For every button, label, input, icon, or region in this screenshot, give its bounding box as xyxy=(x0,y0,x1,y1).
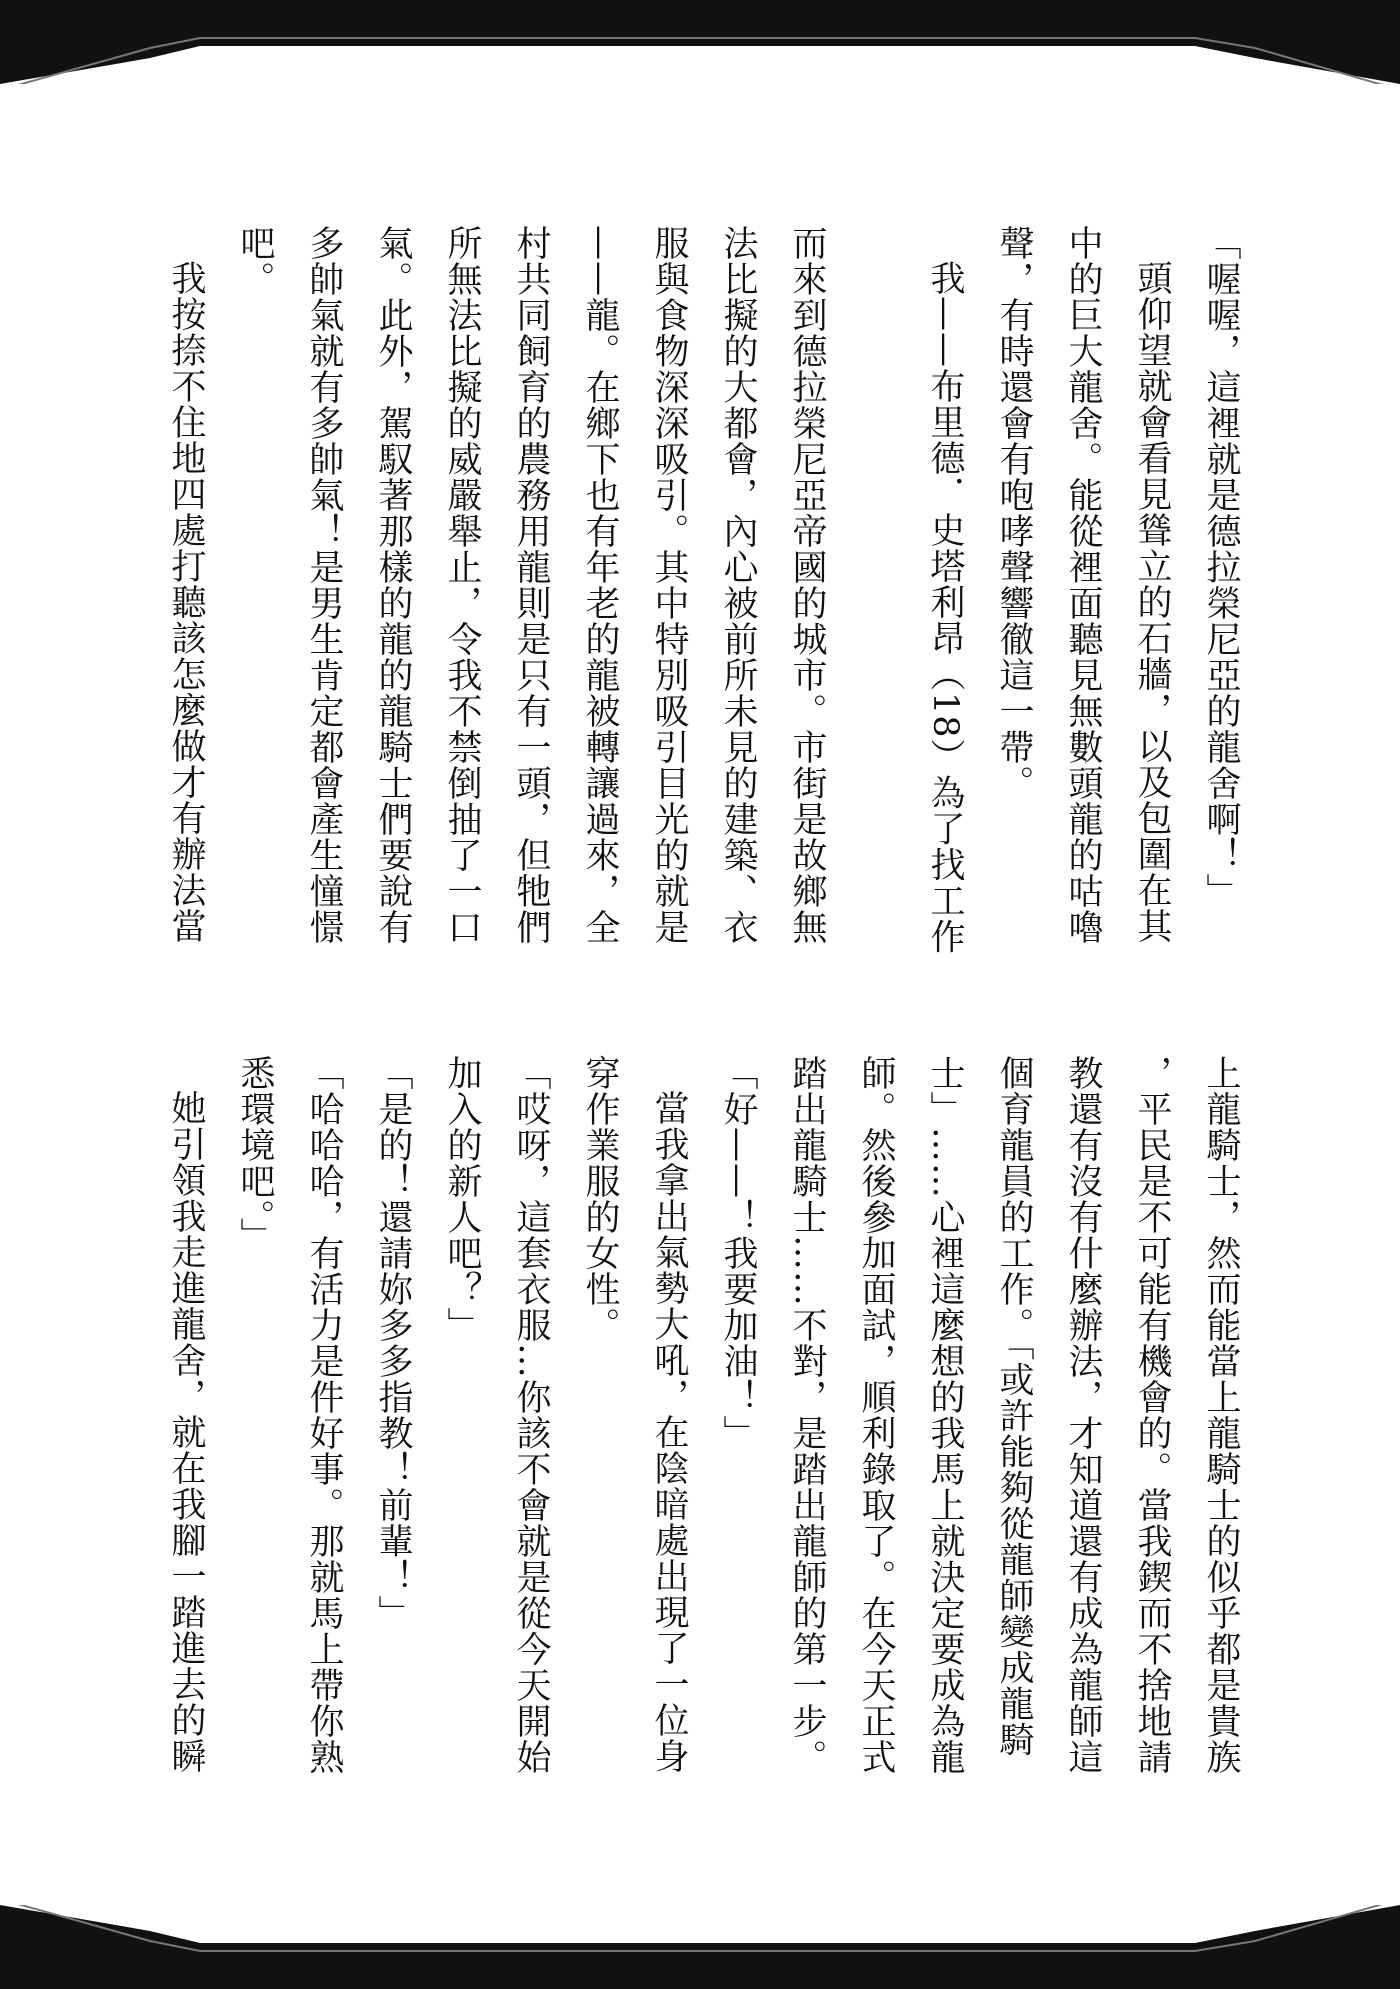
text-line: 中的巨大龍舍。能從裡面聽見無數頭龍的咕嚕 xyxy=(1063,225,1103,945)
text-line: 多帥氣就有多帥氣！是男生肯定都會產生憧憬 xyxy=(304,225,344,945)
bottom-frame-shape xyxy=(0,1905,1400,1989)
bottom-frame-border xyxy=(0,1905,1400,1989)
text-line: 師。然後參加面試，順利錄取了。在今天正式 xyxy=(856,1055,896,1775)
text-line: 「是的！還請妳多多指教！前輩！」 xyxy=(373,1055,413,1631)
text-line: 上龍騎士，然而能當上龍騎士的似乎都是貴族 xyxy=(1201,1055,1241,1775)
text-line: 我——布里德．史塔利昂（18）為了找工作 xyxy=(925,260,965,955)
text-line: 「喔喔，這裡就是德拉榮尼亞的龍舍啊！」 xyxy=(1201,225,1241,909)
text-line: 「哈哈哈，有活力是件好事。那就馬上帶你熟 xyxy=(304,1055,344,1775)
text-line: 村共同飼育的農務用龍則是只有一頭，但牠們 xyxy=(511,225,551,945)
text-line: 穿作業服的女性。 xyxy=(580,1055,620,1343)
text-line: 吧。 xyxy=(235,225,275,297)
text-line: 士」……心裡這麼想的我馬上就決定要成為龍 xyxy=(925,1055,965,1775)
text-column-top xyxy=(151,225,1255,955)
text-line: ——龍。在鄉下也有年老的龍被轉讓過來，全 xyxy=(580,225,620,945)
text-line: 個育龍員的工作。「或許能夠從龍師變成龍騎 xyxy=(994,1055,1034,1758)
text-line: ，平民是不可能有機會的。當我鍥而不捨地請 xyxy=(1132,1055,1172,1775)
top-frame-shape xyxy=(0,0,1400,84)
text-line: 加入的新人吧？」 xyxy=(442,1055,482,1343)
text-line: 氣。此外，駕馭著那樣的龍的龍騎士們要說有 xyxy=(373,225,413,945)
text-line: 「好——！我要加油！」 xyxy=(718,1055,758,1451)
text-line: 當我拿出氣勢大吼，在陰暗處出現了一位身 xyxy=(649,1090,689,1774)
text-line: 悉環境吧。」 xyxy=(235,1055,275,1254)
text-line: 踏出龍騎士……不對，是踏出龍師的第一步。 xyxy=(787,1055,827,1775)
text-line: 頭仰望就會看見聳立的石牆，以及包圍在其 xyxy=(1132,260,1172,944)
top-frame-border xyxy=(0,0,1400,84)
text-line: 而來到德拉榮尼亞帝國的城市。市街是故鄉無 xyxy=(787,225,827,945)
text-line: 聲，有時還會有咆哮聲響徹這一帶。 xyxy=(994,225,1034,801)
text-line: 服與食物深深吸引。其中特別吸引目光的就是 xyxy=(649,225,689,945)
text-line: 法比擬的大都會，內心被前所未見的建築、衣 xyxy=(718,225,758,945)
text-line: 她引領我走進龍舍，就在我腳一踏進去的瞬 xyxy=(166,1090,206,1774)
text-column-bottom xyxy=(151,1055,1255,1775)
text-line: 「哎呀，這套衣服…你該不會就是從今天開始 xyxy=(511,1055,551,1775)
text-line: 教還有沒有什麼辦法，才知道還有成為龍師這 xyxy=(1063,1055,1103,1775)
text-line: 所無法比擬的威嚴舉止，令我不禁倒抽了一口 xyxy=(442,225,482,945)
text-line: 我按捺不住地四處打聽該怎麼做才有辦法當 xyxy=(166,260,206,944)
